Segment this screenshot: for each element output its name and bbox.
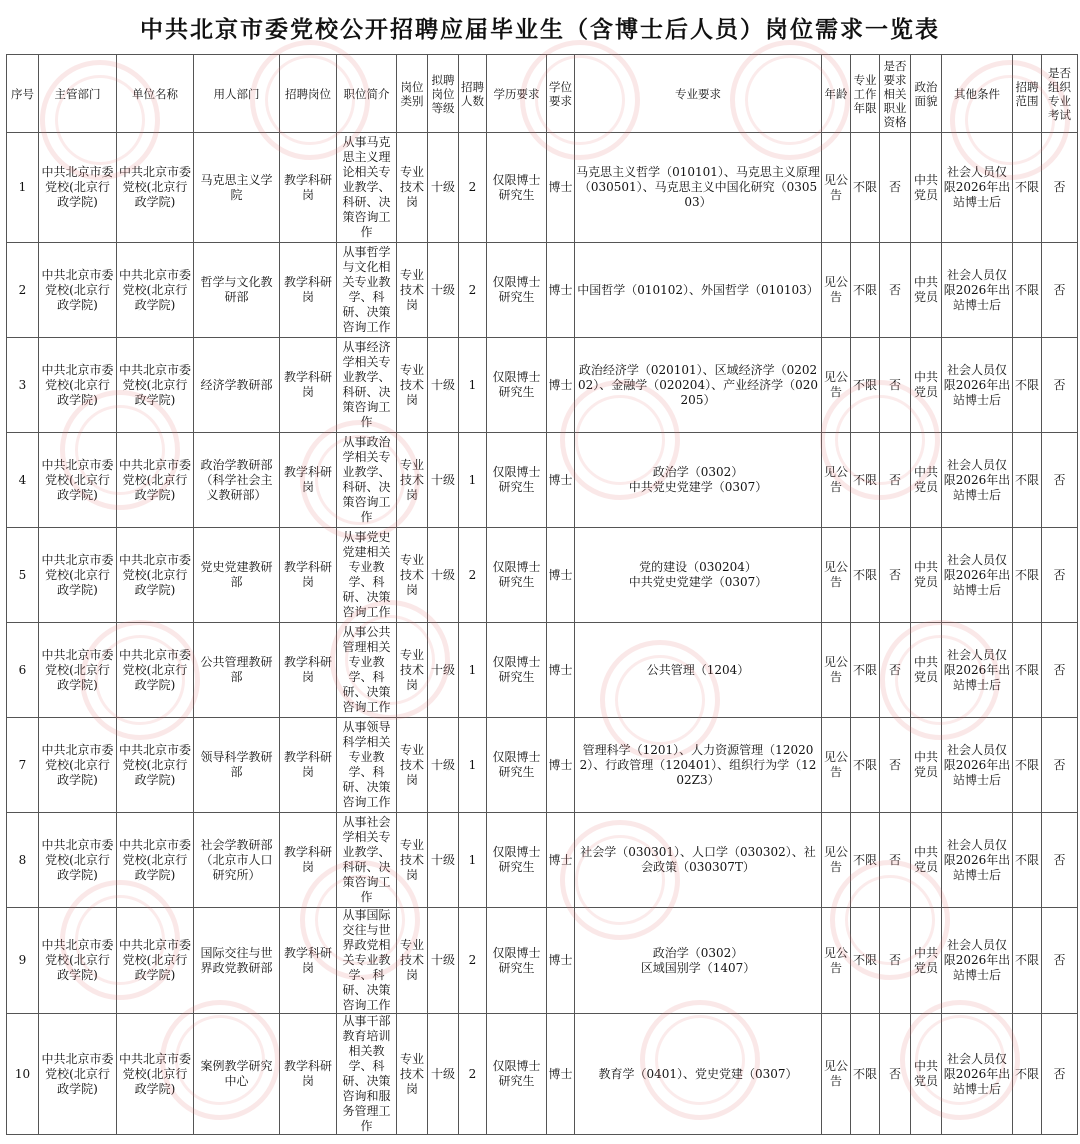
cell-political-status: 中共党员 [911,908,942,1014]
cell-position-intro: 从事社会学相关专业教学、科研、决策咨询工作 [337,813,397,908]
cell-age: 见公告 [822,908,851,1014]
cell-work-years: 不限 [851,133,880,243]
cell-work-years: 不限 [851,433,880,528]
cell-age: 见公告 [822,718,851,813]
cell-other-conditions: 社会人员仅限2026年出站博士后 [942,1014,1013,1135]
header-col-headcount: 招聘人数 [459,55,487,133]
cell-position-intro: 从事国际交往与世界政党相关专业教学、科研、决策咨询工作 [337,908,397,1014]
cell-post-level: 十级 [428,718,459,813]
cell-supervising-dept: 中共北京市委党校(北京行政学院) [39,133,117,243]
header-col-unit-name: 单位名称 [117,55,194,133]
cell-index: 10 [7,1014,39,1135]
cell-position-intro: 从事公共管理相关专业教学、科研、决策咨询工作 [337,623,397,718]
cell-exam: 否 [1042,433,1078,528]
cell-hiring-dept: 经济学教研部 [194,338,280,433]
cell-unit-name: 中共北京市委党校(北京行政学院) [117,133,194,243]
cell-exam: 否 [1042,1014,1078,1135]
header-col-exam: 是否组织专业考试 [1042,55,1078,133]
cell-unit-name: 中共北京市委党校(北京行政学院) [117,908,194,1014]
cell-position-intro: 从事干部教育培训相关教学、科研、决策咨询和服务管理工作 [337,1014,397,1135]
cell-post-level: 十级 [428,338,459,433]
cell-education: 仅限博士研究生 [487,133,547,243]
cell-qualification: 否 [880,243,911,338]
cell-position: 教学科研岗 [280,133,337,243]
cell-exam: 否 [1042,623,1078,718]
cell-work-years: 不限 [851,718,880,813]
cell-supervising-dept: 中共北京市委党校(北京行政学院) [39,813,117,908]
cell-headcount: 2 [459,908,487,1014]
cell-age: 见公告 [822,623,851,718]
cell-major-requirement: 政治学（0302） 中共党史党建学（0307） [575,433,822,528]
cell-headcount: 1 [459,338,487,433]
job-requirements-table [6,54,1078,1135]
table-row [7,528,1078,623]
cell-age: 见公告 [822,1014,851,1135]
cell-position-category: 专业技术岗 [397,338,428,433]
cell-major-requirement: 管理科学（1201）、人力资源管理（120202）、行政管理（120401）、组织行为学（1202Z3） [575,718,822,813]
cell-unit-name: 中共北京市委党校(北京行政学院) [117,813,194,908]
cell-supervising-dept: 中共北京市委党校(北京行政学院) [39,338,117,433]
cell-degree: 博士 [547,133,575,243]
cell-work-years: 不限 [851,1014,880,1135]
cell-qualification: 否 [880,1014,911,1135]
cell-other-conditions: 社会人员仅限2026年出站博士后 [942,718,1013,813]
cell-education: 仅限博士研究生 [487,433,547,528]
cell-post-level: 十级 [428,908,459,1014]
cell-position-category: 专业技术岗 [397,243,428,338]
cell-unit-name: 中共北京市委党校(北京行政学院) [117,243,194,338]
cell-exam: 否 [1042,908,1078,1014]
cell-unit-name: 中共北京市委党校(北京行政学院) [117,623,194,718]
cell-major-requirement: 教育学（0401）、党史党建（0307） [575,1014,822,1135]
cell-hiring-dept: 公共管理教研部 [194,623,280,718]
cell-exam: 否 [1042,528,1078,623]
cell-recruit-scope: 不限 [1013,133,1042,243]
cell-post-level: 十级 [428,133,459,243]
header-col-post-level: 拟聘岗位等级 [428,55,459,133]
cell-qualification: 否 [880,908,911,1014]
cell-work-years: 不限 [851,528,880,623]
cell-recruit-scope: 不限 [1013,433,1042,528]
cell-age: 见公告 [822,528,851,623]
cell-other-conditions: 社会人员仅限2026年出站博士后 [942,433,1013,528]
cell-other-conditions: 社会人员仅限2026年出站博士后 [942,813,1013,908]
table-row [7,718,1078,813]
table-row [7,908,1078,1014]
cell-post-level: 十级 [428,433,459,528]
cell-position-intro: 从事马克思主义理论相关专业教学、科研、决策咨询工作 [337,133,397,243]
cell-position-intro: 从事党史党建相关专业教学、科研、决策咨询工作 [337,528,397,623]
cell-degree: 博士 [547,243,575,338]
cell-recruit-scope: 不限 [1013,908,1042,1014]
cell-position-category: 专业技术岗 [397,528,428,623]
cell-other-conditions: 社会人员仅限2026年出站博士后 [942,338,1013,433]
cell-unit-name: 中共北京市委党校(北京行政学院) [117,433,194,528]
header-col-political-status: 政治面貌 [911,55,942,133]
cell-position-intro: 从事领导科学相关专业教学、科研、决策咨询工作 [337,718,397,813]
cell-political-status: 中共党员 [911,1014,942,1135]
header-col-position: 招聘岗位 [280,55,337,133]
table-row [7,813,1078,908]
cell-index: 2 [7,243,39,338]
cell-supervising-dept: 中共北京市委党校(北京行政学院) [39,908,117,1014]
cell-political-status: 中共党员 [911,243,942,338]
cell-index: 5 [7,528,39,623]
cell-major-requirement: 党的建设（030204） 中共党史党建学（0307） [575,528,822,623]
cell-degree: 博士 [547,813,575,908]
cell-age: 见公告 [822,243,851,338]
cell-unit-name: 中共北京市委党校(北京行政学院) [117,718,194,813]
cell-hiring-dept: 领导科学教研部 [194,718,280,813]
cell-supervising-dept: 中共北京市委党校(北京行政学院) [39,528,117,623]
cell-supervising-dept: 中共北京市委党校(北京行政学院) [39,623,117,718]
cell-position-category: 专业技术岗 [397,1014,428,1135]
cell-hiring-dept: 国际交往与世界政党教研部 [194,908,280,1014]
cell-post-level: 十级 [428,623,459,718]
cell-post-level: 十级 [428,1014,459,1135]
cell-position: 教学科研岗 [280,813,337,908]
cell-position-category: 专业技术岗 [397,908,428,1014]
cell-major-requirement: 中国哲学（010102）、外国哲学（010103） [575,243,822,338]
cell-unit-name: 中共北京市委党校(北京行政学院) [117,1014,194,1135]
header-col-hiring-dept: 用人部门 [194,55,280,133]
header-col-supervising-dept: 主管部门 [39,55,117,133]
cell-headcount: 1 [459,623,487,718]
cell-position-category: 专业技术岗 [397,718,428,813]
cell-supervising-dept: 中共北京市委党校(北京行政学院) [39,1014,117,1135]
cell-education: 仅限博士研究生 [487,528,547,623]
cell-index: 3 [7,338,39,433]
cell-unit-name: 中共北京市委党校(北京行政学院) [117,338,194,433]
cell-position-category: 专业技术岗 [397,623,428,718]
cell-education: 仅限博士研究生 [487,908,547,1014]
cell-headcount: 2 [459,528,487,623]
table-row [7,1014,1078,1135]
cell-other-conditions: 社会人员仅限2026年出站博士后 [942,133,1013,243]
cell-headcount: 1 [459,813,487,908]
cell-political-status: 中共党员 [911,528,942,623]
cell-index: 4 [7,433,39,528]
cell-qualification: 否 [880,528,911,623]
cell-work-years: 不限 [851,338,880,433]
cell-index: 6 [7,623,39,718]
cell-education: 仅限博士研究生 [487,243,547,338]
cell-work-years: 不限 [851,813,880,908]
cell-major-requirement: 公共管理（1204） [575,623,822,718]
cell-degree: 博士 [547,1014,575,1135]
cell-supervising-dept: 中共北京市委党校(北京行政学院) [39,433,117,528]
cell-recruit-scope: 不限 [1013,528,1042,623]
cell-age: 见公告 [822,338,851,433]
cell-position: 教学科研岗 [280,908,337,1014]
cell-exam: 否 [1042,338,1078,433]
table-row [7,133,1078,243]
document-title: 中共北京市委党校公开招聘应届毕业生（含博士后人员）岗位需求一览表 [140,16,940,43]
cell-age: 见公告 [822,133,851,243]
header-col-position-intro: 职位简介 [337,55,397,133]
cell-post-level: 十级 [428,813,459,908]
cell-position: 教学科研岗 [280,338,337,433]
cell-exam: 否 [1042,718,1078,813]
cell-recruit-scope: 不限 [1013,338,1042,433]
cell-hiring-dept: 社会学教研部（北京市人口研究所） [194,813,280,908]
cell-recruit-scope: 不限 [1013,1014,1042,1135]
cell-degree: 博士 [547,528,575,623]
cell-position-category: 专业技术岗 [397,813,428,908]
cell-political-status: 中共党员 [911,718,942,813]
cell-degree: 博士 [547,623,575,718]
header-col-age: 年龄 [822,55,851,133]
cell-education: 仅限博士研究生 [487,1014,547,1135]
cell-recruit-scope: 不限 [1013,623,1042,718]
table-row [7,243,1078,338]
cell-education: 仅限博士研究生 [487,813,547,908]
cell-position-intro: 从事经济学相关专业教学、科研、决策咨询工作 [337,338,397,433]
cell-post-level: 十级 [428,243,459,338]
cell-major-requirement: 马克思主义哲学（010101）、马克思主义原理（030501）、马克思主义中国化研究（030503） [575,133,822,243]
cell-position: 教学科研岗 [280,243,337,338]
cell-exam: 否 [1042,243,1078,338]
cell-hiring-dept: 哲学与文化教研部 [194,243,280,338]
cell-work-years: 不限 [851,243,880,338]
header-col-education: 学历要求 [487,55,547,133]
header-col-work-years: 专业工作年限 [851,55,880,133]
cell-qualification: 否 [880,338,911,433]
cell-major-requirement: 社会学（030301）、人口学（030302）、社会政策（030307T） [575,813,822,908]
header-col-recruit-scope: 招聘范围 [1013,55,1042,133]
cell-age: 见公告 [822,813,851,908]
cell-index: 1 [7,133,39,243]
cell-work-years: 不限 [851,908,880,1014]
cell-qualification: 否 [880,133,911,243]
cell-exam: 否 [1042,813,1078,908]
cell-major-requirement: 政治经济学（020101）、区域经济学（020202）、金融学（020204）、产业经济学（020205） [575,338,822,433]
table-body [7,133,1078,1135]
cell-exam: 否 [1042,133,1078,243]
cell-education: 仅限博士研究生 [487,718,547,813]
cell-recruit-scope: 不限 [1013,718,1042,813]
cell-degree: 博士 [547,338,575,433]
cell-qualification: 否 [880,433,911,528]
cell-position-intro: 从事哲学与文化相关专业教学、科研、决策咨询工作 [337,243,397,338]
cell-position: 教学科研岗 [280,433,337,528]
cell-headcount: 1 [459,718,487,813]
table-row [7,338,1078,433]
cell-post-level: 十级 [428,528,459,623]
cell-education: 仅限博士研究生 [487,623,547,718]
cell-headcount: 2 [459,133,487,243]
cell-political-status: 中共党员 [911,133,942,243]
cell-supervising-dept: 中共北京市委党校(北京行政学院) [39,718,117,813]
cell-other-conditions: 社会人员仅限2026年出站博士后 [942,528,1013,623]
cell-position-category: 专业技术岗 [397,133,428,243]
cell-work-years: 不限 [851,623,880,718]
cell-qualification: 否 [880,718,911,813]
cell-hiring-dept: 案例教学研究中心 [194,1014,280,1135]
cell-headcount: 1 [459,433,487,528]
cell-other-conditions: 社会人员仅限2026年出站博士后 [942,908,1013,1014]
header-col-position-category: 岗位类别 [397,55,428,133]
cell-position: 教学科研岗 [280,623,337,718]
table-row [7,623,1078,718]
cell-index: 9 [7,908,39,1014]
table-header-row [7,55,1078,133]
cell-recruit-scope: 不限 [1013,813,1042,908]
cell-political-status: 中共党员 [911,813,942,908]
cell-position-category: 专业技术岗 [397,433,428,528]
cell-hiring-dept: 马克思主义学院 [194,133,280,243]
header-col-degree: 学位要求 [547,55,575,133]
cell-unit-name: 中共北京市委党校(北京行政学院) [117,528,194,623]
cell-qualification: 否 [880,813,911,908]
cell-major-requirement: 政治学（0302） 区域国别学（1407） [575,908,822,1014]
header-col-qualification: 是否要求相关职业资格 [880,55,911,133]
cell-index: 8 [7,813,39,908]
cell-political-status: 中共党员 [911,338,942,433]
header-col-index: 序号 [7,55,39,133]
cell-degree: 博士 [547,718,575,813]
cell-degree: 博士 [547,433,575,528]
cell-political-status: 中共党员 [911,623,942,718]
cell-headcount: 2 [459,1014,487,1135]
cell-age: 见公告 [822,433,851,528]
cell-degree: 博士 [547,908,575,1014]
cell-other-conditions: 社会人员仅限2026年出站博士后 [942,243,1013,338]
cell-position: 教学科研岗 [280,718,337,813]
table-row [7,433,1078,528]
cell-supervising-dept: 中共北京市委党校(北京行政学院) [39,243,117,338]
header-col-other-conditions: 其他条件 [942,55,1013,133]
cell-other-conditions: 社会人员仅限2026年出站博士后 [942,623,1013,718]
cell-hiring-dept: 政治学教研部（科学社会主义教研部） [194,433,280,528]
cell-political-status: 中共党员 [911,433,942,528]
cell-headcount: 2 [459,243,487,338]
cell-position: 教学科研岗 [280,1014,337,1135]
cell-hiring-dept: 党史党建教研部 [194,528,280,623]
cell-position-intro: 从事政治学相关专业教学、科研、决策咨询工作 [337,433,397,528]
cell-position: 教学科研岗 [280,528,337,623]
header-col-major-requirement: 专业要求 [575,55,822,133]
cell-index: 7 [7,718,39,813]
cell-qualification: 否 [880,623,911,718]
cell-recruit-scope: 不限 [1013,243,1042,338]
cell-education: 仅限博士研究生 [487,338,547,433]
